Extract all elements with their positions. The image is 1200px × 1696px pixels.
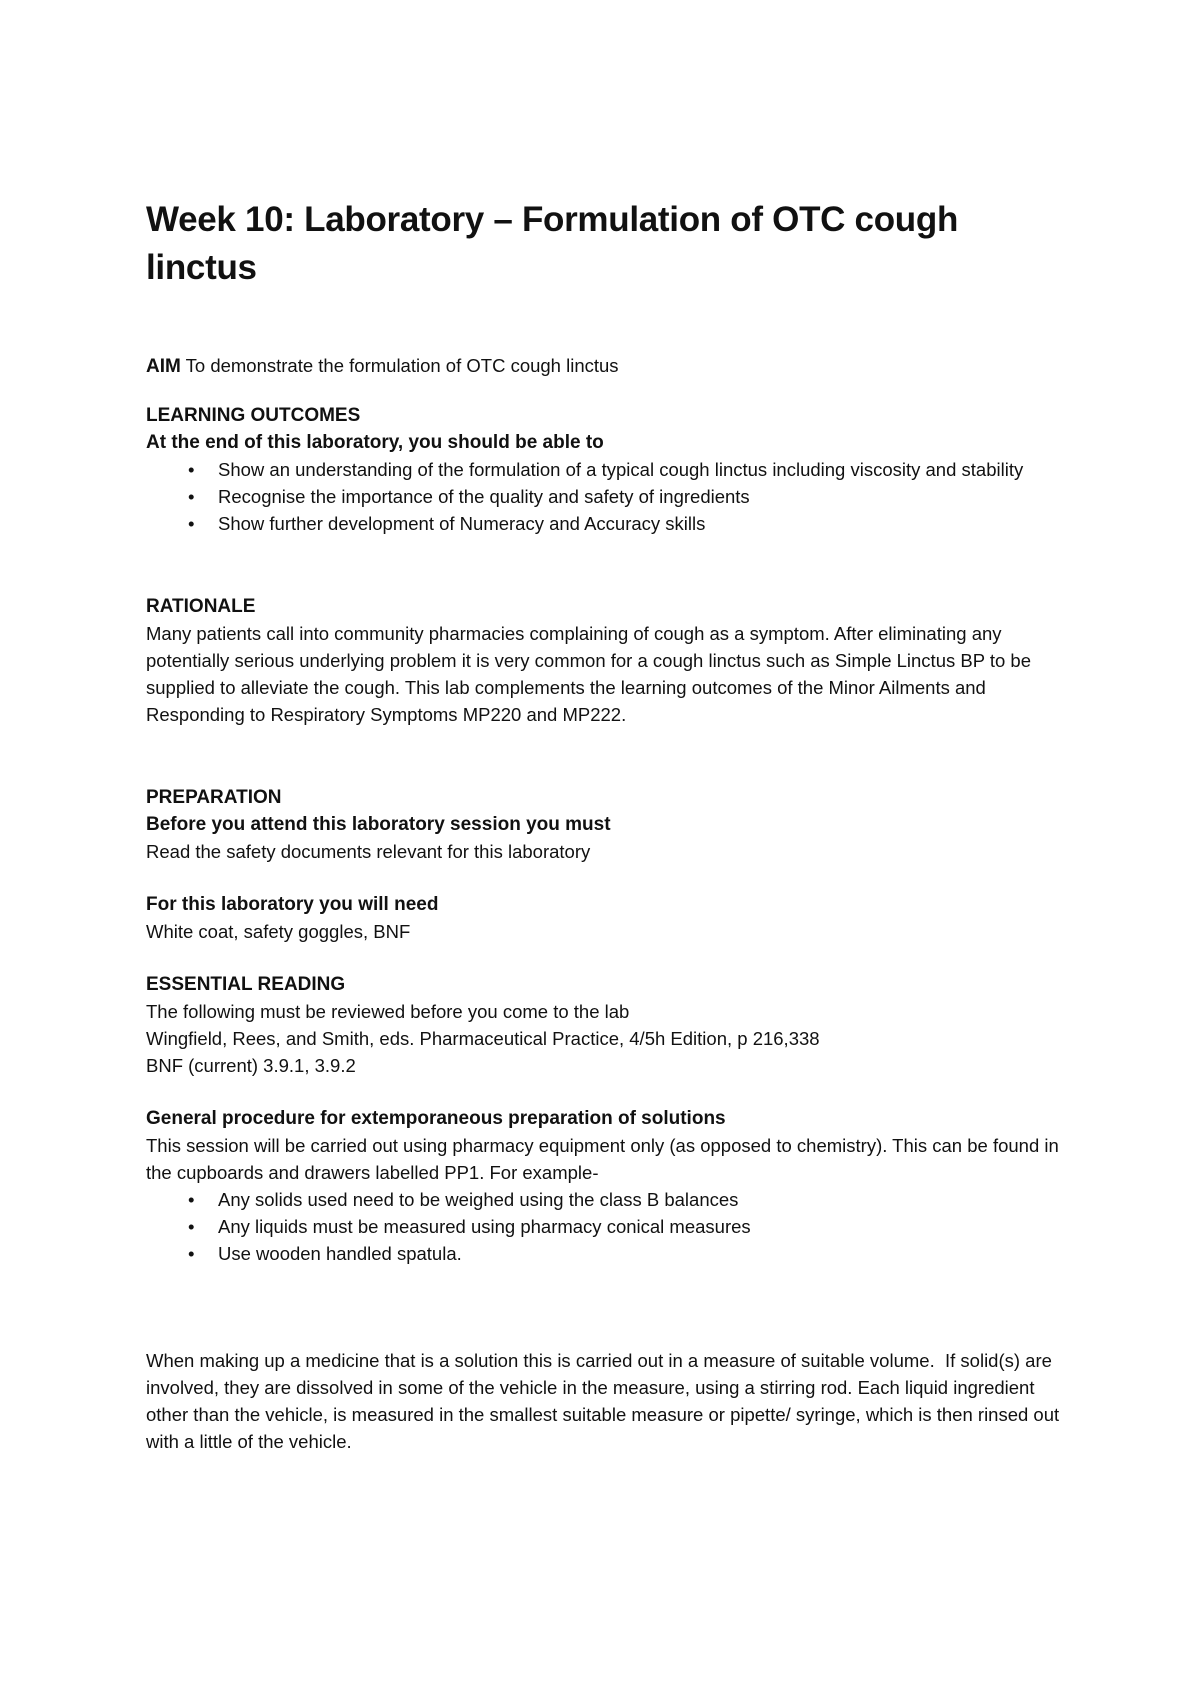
- general-procedure-heading: General procedure for extemporaneous preparation of solutions: [146, 1108, 726, 1129]
- bullet-icon: •: [188, 513, 195, 534]
- essential-reading-line: Wingfield, Rees, and Smith, eds. Pharmaceutical Practice, 4/5h Edition, p 216,338: [146, 1028, 820, 1049]
- list-item: [146, 1240, 1076, 1267]
- rationale-section: [146, 593, 1076, 728]
- document-page: [146, 196, 1076, 1455]
- essential-reading-line: BNF (current) 3.9.1, 3.9.2: [146, 1055, 356, 1076]
- aim-section: [146, 352, 1076, 380]
- learning-outcomes-section: [146, 402, 1076, 537]
- list-item-text: Recognise the importance of the quality and safety of ingredients: [218, 486, 750, 507]
- essential-reading-heading: ESSENTIAL READING: [146, 974, 346, 995]
- bullet-icon: •: [188, 1243, 195, 1264]
- list-item-text: Any solids used need to be weighed using the class B balances: [218, 1189, 739, 1210]
- general-procedure-list: [146, 1186, 1076, 1267]
- general-procedure-section: [146, 1105, 1076, 1267]
- essential-reading-section: [146, 971, 1076, 1079]
- list-item-text: Use wooden handled spatula.: [218, 1243, 462, 1264]
- learning-outcomes-intro: At the end of this laboratory, you should be able to: [146, 432, 604, 453]
- essential-reading-line: The following must be reviewed before you come to the lab: [146, 1001, 630, 1022]
- bullet-icon: •: [188, 1216, 195, 1237]
- preparation-need-text: White coat, safety goggles, BNF: [146, 921, 411, 942]
- list-item: [146, 483, 1076, 510]
- list-item: [146, 1186, 1076, 1213]
- preparation-need-heading: For this laboratory you will need: [146, 894, 439, 915]
- closing-text-start: When making up a medicine that is a solution this is carried out in a measure of suitable volume.: [146, 1350, 935, 1371]
- aim-label: AIM: [146, 356, 181, 377]
- bullet-icon: •: [188, 459, 195, 480]
- list-item-text: Show further development of Numeracy and Accuracy skills: [218, 513, 706, 534]
- preparation-section: [146, 784, 1076, 945]
- general-procedure-intro: This session will be carried out using pharmacy equipment only (as opposed to chemistry). This can be found in the cupboards and drawers labelled PP1. For example-: [146, 1135, 1059, 1183]
- closing-text-end: If solid(s) are involved, they are dissolved in some of the vehicle in the measure, using a stirring rod. Each liquid ingredient other than the vehicle, is measured in the smallest suitable measure or pipette/ syringe, which is then rinsed out with a little of the vehicle.: [146, 1350, 1060, 1452]
- bullet-icon: •: [188, 486, 195, 507]
- learning-outcomes-heading: LEARNING OUTCOMES: [146, 405, 361, 426]
- aim-text: To demonstrate the formulation of OTC cough linctus: [185, 355, 619, 376]
- document-title: Week 10: Laboratory – Formulation of OTC cough linctus: [146, 200, 959, 287]
- preparation-before-text: Read the safety documents relevant for this laboratory: [146, 841, 591, 862]
- list-item-text: Show an understanding of the formulation of a typical cough linctus including viscosity and stability: [218, 459, 1024, 480]
- learning-outcomes-list: [146, 456, 1076, 537]
- list-item: [146, 510, 1076, 537]
- preparation-heading: PREPARATION: [146, 787, 282, 808]
- closing-text: [146, 1347, 1076, 1455]
- rationale-heading: RATIONALE: [146, 596, 256, 617]
- preparation-before-heading: Before you attend this laboratory session you must: [146, 814, 611, 835]
- rationale-text: Many patients call into community pharmacies complaining of cough as a symptom. After eliminating any potentially serious underlying problem it is very common for a cough linctus such as Simple Linctus BP to be supplied to alleviate the cough. This lab complements the learning outcomes of the Minor Ailments and Responding to Respiratory Symptoms MP220 and MP222.: [146, 623, 1032, 725]
- closing-paragraph: [146, 1347, 1076, 1455]
- bullet-icon: •: [188, 1189, 195, 1210]
- list-item: [146, 1213, 1076, 1240]
- list-item: [146, 456, 1076, 483]
- list-item-text: Any liquids must be measured using pharmacy conical measures: [218, 1216, 751, 1237]
